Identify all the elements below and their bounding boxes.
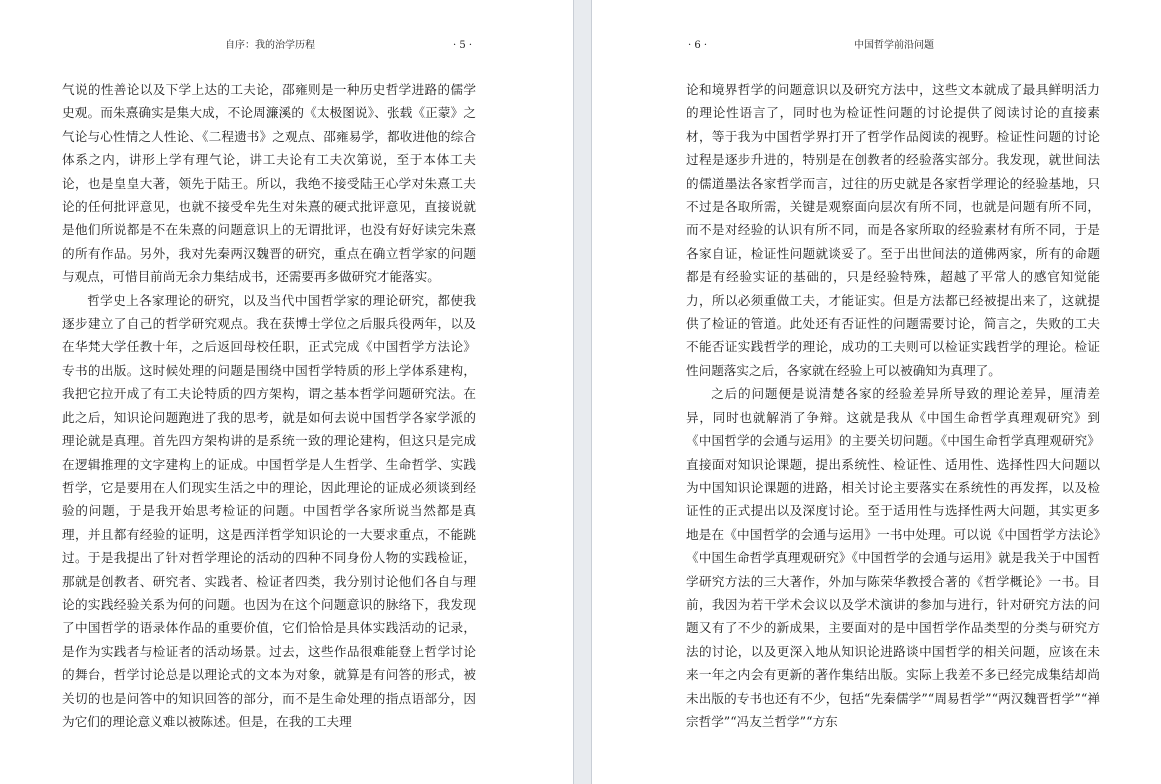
right-page bbox=[592, 0, 1161, 784]
left-page bbox=[0, 0, 573, 784]
left-paragraph-2: 哲学史上各家理论的研究，以及当代中国哲学家的理论研究，都使我逐步建立了自己的哲学研究观点。我在获博士学位之后服兵役两年，以及在华梵大学任教十年，之后返回母校任职，正式完成《中国哲学方法论》专书的出版。这时候处理的问题是围绕中国哲学特质的形上学体系建构，我把它拉开成了有工夫论特质的四方架构，谓之基本哲学问题研究法。在此之后，知识论问题跑进了我的思考，就是如何去说中国哲学各家学派的理论就是真理。首先四方架构讲的是系统一致的理论建构，但这只是完成在逻辑推理的文字建构上的证成。中国哲学是人生哲学、生命哲学、实践哲学，它是要用在人们现实生活之中的理论，因此理论的证成必须谈到经验的问题，于是我开始思考检证的问题。中国哲学各家所说当然都是真理，并且都有经验的证明，这是西洋哲学知识论的一大要求重点，不能跳过。于是我提出了针对哲学理论的活动的四种不同身份人物的实践检证，那就是创教者、研究者、实践者、检证者四类，我分别讨论他们各自与理论的实践经验关系为何的问题。也因为在这个问题意识的脉络下，我发现了中国哲学的语录体作品的重要价值，它们恰恰是具体实践活动的记录，是作为实践者与检证者的活动场景。过去，这些作品很难能登上哲学讨论的舞台，哲学讨论总是以理论式的文本为对象，就算是有问答的形式，被关切的也是问答中的知识回答的部分，而不是生命处理的指点语部分，因为它们的理论意义难以被陈述。但是，在我的工夫理 bbox=[62, 292, 476, 729]
right-body-text bbox=[686, 78, 1100, 733]
left-running-header-title: 自序：我的治学历程 bbox=[225, 40, 315, 51]
left-paragraph-1: 气说的性善论以及下学上达的工夫论，邵雍则是一种历史哲学进路的儒学史观。而朱熹确实是集大成，不论周濂溪的《太极图说》、张载《正蒙》之气论与心性情之人性论、《二程遗书》之观点、邵雍易学，都收进他的综合体系之内，讲形上学有理气论，讲工夫论有工夫次第说，至于本体工夫论，也是皇皇大著，领先于陆王。所以，我绝不接受陆王心学对朱熹工夫论的任何批评意见，也就不接受牟先生对朱熹的硬式批评意见，直接说就是他们所说都是不在朱熹的问题意识上的无谓批评，也没有好好读完朱熹的所有作品。另外，我对先秦两汉魏晋的研究，重点在确立哲学家的问题与观点，可惜目前尚无余力集结成书，还需要再多做研究才能落实。 bbox=[62, 82, 476, 285]
right-paragraph-2: 之后的问题便是说清楚各家的经验差异所导致的理论差异，厘清差异，同时也就解消了争辩。这就是我从《中国生命哲学真理观研究》到《中国哲学的会通与运用》的主要关切问题。《中国生命哲学真理观研究》直接面对知识论课题，提出系统性、检证性、适用性、选择性四大问题以为中国知识论课题的进路，相关讨论主要落实在系统性的再发挥，以及检证性的正式提出以及深度讨论。至于适用性与选择性两大问题，其实更多地是在《中国哲学的会通与运用》一书中处理。可以说《中国哲学方法论》《中国生命哲学真理观研究》《中国哲学的会通与运用》就是我关于中国哲学研究方法的三大著作，外加与陈荣华教授合著的《哲学概论》一书。目前，我因为若干学术会议以及学术演讲的参加与进行，针对研究方法的问题又有了不少的新成果，主要面对的是中国哲学作品类型的分类与研究方法的讨论，以及更深入地从知识论进路谈中国哲学的相关问题，应该在未来一年之内会有更新的著作集结出版。实际上我差不多已经完成集结却尚未出版的专书也还有不少，包括“先秦儒学”“周易哲学”“两汉魏晋哲学”“禅宗哲学”“冯友兰哲学”“方东 bbox=[686, 386, 1100, 729]
right-paragraph-1: 论和境界哲学的问题意识以及研究方法中，这些文本就成了最具鲜明活力的理论性语言了，同时也为检证性问题的讨论提供了阅读讨论的直接素材，等于我为中国哲学界打开了哲学作品阅读的视野。检证性问题的讨论过程是逐步升进的，特别是在创教者的经验落实部分。我发现，就世间法的儒道墨法各家哲学而言，过往的历史就是各家哲学理论的经验基地，只不过是各取所需，关键是观察面向层次有所不同，也就是问题有所不同，而不是对经验的认识有所不同，而是各家所取的经验素材有所不同，于是各家自证，检证性问题就谈妥了。至于出世间法的道佛两家，所有的命题都是有经验实证的基础的，只是经验特殊，超越了平常人的感官知觉能力，所以必须重做工夫，才能证实。但是方法都已经被提出来了，这就提供了检证的管道。此处还有否证性的问题需要讨论，简言之，失败的工夫不能否证实践哲学的理论，成功的工夫则可以检证实践哲学的理论。检证性问题落实之后，各家就在经验上可以被确知为真理了。 bbox=[686, 82, 1100, 378]
left-page-number: · 5 · bbox=[453, 40, 473, 51]
left-body-text bbox=[62, 78, 476, 733]
right-running-header-title: 中国哲学前沿问题 bbox=[854, 40, 934, 51]
page-gutter bbox=[573, 0, 592, 784]
right-page-number: · 6 · bbox=[688, 40, 708, 51]
